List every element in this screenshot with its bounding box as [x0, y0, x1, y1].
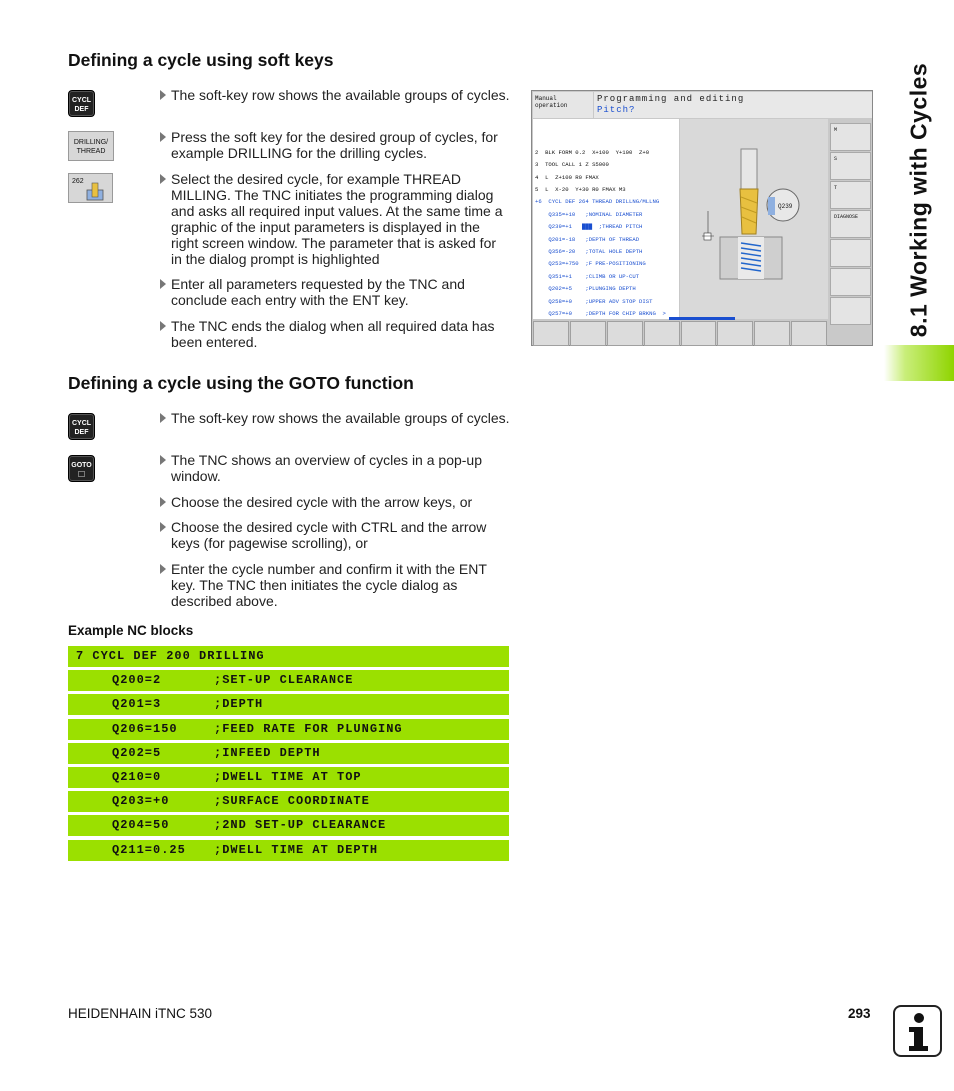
vertical-softkey[interactable]: [830, 268, 871, 296]
program-line: 2 BLK FORM 0.2 X+100 Y+100 Z+0: [535, 148, 650, 156]
horizontal-softkey[interactable]: [533, 321, 569, 346]
list-item: The TNC ends the dialog when all required data has been entered.: [158, 318, 510, 350]
nc-comment: ;DWELL TIME AT TOP: [214, 770, 362, 784]
list-item: Enter the cycle number and confirm it with the ENT key. The TNC then initiates the cycle dialog as described above.: [158, 561, 510, 609]
nc-code: Q204=50: [112, 818, 170, 833]
nc-code: Q211=0.25: [112, 842, 186, 857]
program-line: Q351=+1 ;CLIMB OR UP-CUT: [535, 272, 640, 280]
program-line: +6 CYCL DEF 264 THREAD DRILLNG/MLLNG: [535, 198, 660, 206]
tnc-screen: [531, 90, 873, 346]
vertical-softkey[interactable]: DIAGNOSE: [830, 210, 871, 238]
horizontal-softkey[interactable]: [791, 321, 827, 346]
nc-comment: ;DEPTH: [214, 697, 264, 712]
nc-code: Q203=+0: [112, 794, 170, 809]
cycle-262-softkey[interactable]: 262: [68, 173, 113, 203]
vertical-softkey[interactable]: [830, 297, 871, 325]
nc-comment: ;2ND SET-UP CLEARANCE: [214, 818, 387, 833]
program-line: Q239=+1 ███ ;THREAD PITCH: [535, 223, 643, 231]
list-item: The soft-key row shows the available groups of cycles.: [158, 87, 510, 103]
list-item: Select the desired cycle, for example THREAD MILLING. The TNC initiates the programming dialog and asks all required input values. At the same time a graphic of the input parameters is displayed in the right screen window. The parameter that is asked for in the dialog prompt is highlighted: [158, 171, 510, 267]
nc-code: 7 CYCL DEF 200 DRILLING: [76, 649, 265, 663]
nc-comment: ;FEED RATE FOR PLUNGING: [214, 721, 403, 736]
graphic-label: Q239: [778, 203, 793, 210]
dialog-prompt: Pitch?: [597, 105, 636, 115]
program-line: Q356=-20 ;TOTAL HOLE DEPTH: [535, 248, 643, 256]
horizontal-softkey[interactable]: [607, 321, 643, 346]
drilling-thread-softkey[interactable]: DRILLING/ THREAD: [68, 131, 114, 161]
list-item: Enter all parameters requested by the TNC and conclude each entry with the ENT key.: [158, 276, 510, 308]
nc-code: Q202=5: [112, 745, 162, 760]
program-window: [533, 119, 679, 319]
vertical-softkey[interactable]: M: [830, 123, 871, 151]
operating-mode: Manual operation: [533, 92, 593, 118]
vertical-softkey[interactable]: [830, 239, 871, 267]
section-heading-goto: Defining a cycle using the GOTO function: [68, 373, 414, 393]
program-line: Q202=+5 ;PLUNGING DEPTH: [535, 285, 636, 293]
goto-key[interactable]: GOTO □: [68, 455, 95, 482]
nc-code: Q201=3: [112, 697, 162, 712]
nc-block-row: [68, 840, 509, 861]
program-line: 4 L Z+100 R0 FMAX: [535, 173, 599, 181]
thread-milling-icon: [85, 182, 105, 202]
nc-block-row: [68, 743, 509, 764]
nc-block-row: [68, 670, 509, 691]
nc-comment: ;SURFACE COORDINATE: [214, 794, 370, 809]
nc-block-row: [68, 646, 509, 667]
program-line: Q253=+750 ;F PRE-POSITIONING: [535, 260, 646, 268]
list-item: Choose the desired cycle with CTRL and the arrow keys (for pagewise scrolling), or: [158, 519, 510, 551]
cycl-def-key[interactable]: CYCL DEF: [68, 90, 95, 117]
thread-cycle-graphic: [680, 119, 828, 319]
nc-code: Q206=150: [112, 721, 178, 736]
dialog-header: Programming and editing Pitch?: [594, 92, 872, 118]
help-graphic: [680, 119, 828, 319]
list-item: The TNC shows an overview of cycles in a pop-up window.: [158, 452, 510, 484]
vertical-softkey[interactable]: S: [830, 152, 871, 180]
nc-block-row: [68, 791, 509, 812]
section-heading-soft-keys: Defining a cycle using soft keys: [68, 50, 334, 70]
program-line: Q258=+0 ;UPPER ADV STOP DIST: [535, 297, 653, 305]
page-number: 293: [848, 1006, 871, 1021]
nc-block-row: [68, 815, 509, 836]
example-heading: Example NC blocks: [68, 623, 194, 638]
nc-comment: ;INFEED DEPTH: [214, 745, 321, 760]
program-line: 5 L X-20 Y+30 R0 FMAX M3: [535, 186, 626, 194]
nc-code: Q200=2: [112, 673, 162, 688]
nc-comment: ;DWELL TIME AT DEPTH: [214, 842, 379, 857]
nc-block-row: [68, 767, 509, 788]
vertical-softkey[interactable]: T: [830, 181, 871, 209]
list-item: Choose the desired cycle with the arrow keys, or: [158, 494, 510, 510]
program-line: 3 TOOL CALL 1 Z S5000: [535, 161, 609, 169]
chapter-tab-marker: [884, 345, 954, 381]
program-line: Q201=-18 ;DEPTH OF THREAD: [535, 235, 640, 243]
active-softkey-indicator: [669, 317, 735, 320]
nc-block-row: [68, 694, 509, 715]
nc-comment: ;SET-UP CLEARANCE: [214, 673, 354, 688]
cycl-def-key[interactable]: CYCL DEF: [68, 413, 95, 440]
chapter-side-tab: [884, 0, 954, 345]
horizontal-softkey[interactable]: [644, 321, 680, 346]
horizontal-softkey[interactable]: [570, 321, 606, 346]
info-icon: [893, 1005, 942, 1057]
program-line: Q257=+0 ;DEPTH FOR CHIP BRKNG >: [535, 310, 666, 318]
vertical-softkey-bar: [829, 119, 872, 347]
list-item: Press the soft key for the desired group of cycles, for example DRILLING for the drilling cycles.: [158, 129, 510, 161]
horizontal-softkey[interactable]: [717, 321, 753, 346]
nc-code: Q210=0: [112, 770, 162, 784]
nc-block-row: [68, 719, 509, 740]
chapter-title: 8.1 Working with Cycles: [905, 62, 932, 338]
footer-product: HEIDENHAIN iTNC 530: [68, 1006, 213, 1021]
program-line: Q335=+10 ;NOMINAL DIAMETER: [535, 210, 643, 218]
horizontal-softkey[interactable]: [681, 321, 717, 346]
horizontal-softkey[interactable]: [754, 321, 790, 346]
list-item: The soft-key row shows the available groups of cycles.: [158, 410, 510, 426]
